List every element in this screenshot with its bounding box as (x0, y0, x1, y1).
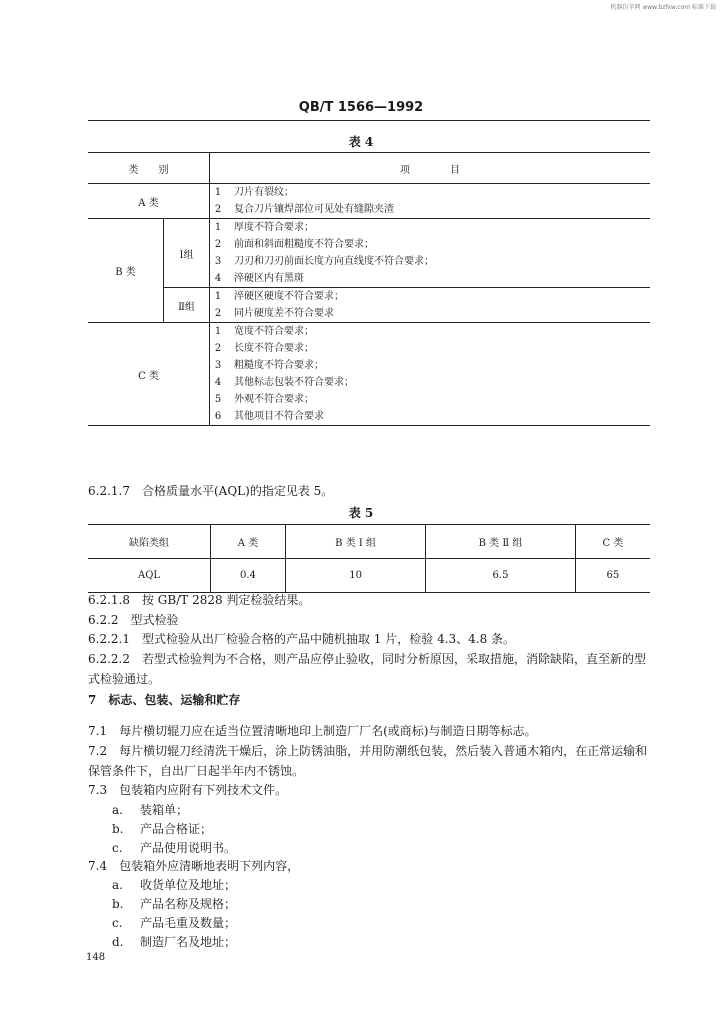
clause-7-1: 7.1 每片横切辊刀应在适当位置清晰地印上制造厂厂名(或商标)与制造日期等标志。 (88, 724, 537, 738)
clause-6-2-2-2: 6.2.2.2 若型式检验判为不合格，则产品应停止验收，同时分析原因，采取措施，消除缺陷，直至新的型式检验通过。 (88, 652, 646, 686)
table5 (88, 524, 650, 593)
list-item: c. 产品毛重及数量； (112, 916, 237, 930)
list-item: 1 宽度不符合要求； (214, 326, 314, 337)
list-item: a. 收货单位及地址； (112, 878, 237, 892)
table-row (88, 184, 650, 219)
list-item: 1 厚度不符合要求； (214, 222, 314, 233)
clause-7-3: 7.3 包装箱内应附有下列技术文件。 (88, 783, 288, 797)
table5-cell: 10 (285, 559, 425, 593)
table-row (88, 288, 650, 323)
list-item: 1 刀片有裂纹； (214, 187, 294, 198)
list-item: a. 装箱单； (112, 803, 189, 817)
list-item: 3 刀刃和刀刃前面长度方向直线度不符合要求； (214, 256, 434, 267)
table5-cell: 65 (575, 559, 650, 593)
table-row (88, 219, 650, 288)
section-7-heading: 7 标志、包装、运输和贮存 (88, 693, 241, 707)
table5-cell: 0.4 (211, 559, 286, 593)
clause-6-2-2-1: 6.2.2.1 型式检验从出厂检验合格的产品中随机抽取 1 片，检验 4.3、4.8 条。 (88, 632, 516, 646)
page-number: 148 (86, 952, 106, 963)
clause-6-2-1-7: 6.2.1.7 合格质量水平(AQL)的指定见表 5。 (88, 484, 334, 498)
table-row (88, 323, 650, 426)
table5-header: B 类 Ⅰ 组 (285, 525, 425, 559)
list-item: 5 外观不符合要求； (214, 394, 314, 405)
standard-number-header: QB/T 1566—1992 (298, 100, 424, 115)
list-item: 2 长度不符合要求； (214, 343, 314, 354)
category-c: C 类 (88, 323, 210, 426)
clause-6-2-2: 6.2.2 型式检验 (88, 613, 179, 627)
clause-7-4: 7.4 包装箱外应清晰地表明下列内容， (88, 859, 300, 873)
list-item: d. 制造厂名及地址； (112, 935, 237, 949)
list-item: b. 产品合格证； (112, 822, 213, 836)
table4-col-item: 项 目 (210, 153, 651, 184)
list-item: 2 复合刀片镶焊部位可见处有缝隙夹渣 (214, 204, 394, 215)
category-b: B 类 (88, 219, 164, 323)
table-row (88, 525, 650, 559)
list-item: 2 同片硬度差不符合要求 (214, 308, 334, 319)
list-item: 6 其他项目不符合要求 (214, 411, 324, 422)
table5-header: A 类 (211, 525, 286, 559)
list-item: c. 产品使用说明书。 (112, 841, 237, 855)
list-item: 4 淬硬区内有黑斑 (214, 273, 304, 284)
list-item: 3 粗糙度不符合要求； (214, 360, 324, 371)
watermark: 机器仿苹网 www.bzfxw.com 标准下载 (610, 4, 716, 11)
list-item: 1 淬硬区硬度不符合要求； (214, 291, 344, 302)
table4-caption: 表 4 (348, 135, 374, 149)
list-item: 2 前面和斜面粗糙度不符合要求； (214, 239, 374, 250)
header-rule (88, 120, 650, 121)
table5-caption: 表 5 (348, 506, 374, 520)
table5-cell: 6.5 (426, 559, 575, 593)
clause-7-2: 7.2 每片横切辊刀经清洗干燥后，涂上防锈油脂，并用防潮纸包装，然后装入普通木箱内，在正常运输和保管条件下，自出厂日起半年内不锈蚀。 (88, 744, 648, 778)
table-row (88, 559, 650, 593)
list-item: 4 其他标志包装不符合要求； (214, 377, 354, 388)
table5-header: C 类 (575, 525, 650, 559)
list-item: b. 产品名称及规格； (112, 897, 237, 911)
table5-header: 缺陷类组 (88, 525, 211, 559)
table4 (88, 152, 650, 426)
table5-cell: AQL (88, 559, 211, 593)
table5-header: B 类 Ⅱ 组 (426, 525, 575, 559)
category-a: A 类 (88, 184, 210, 219)
clause-6-2-1-8: 6.2.1.8 按 GB/T 2828 判定检验结果。 (88, 593, 311, 607)
category-b-group1: Ⅰ组 (164, 219, 210, 288)
table4-col-category: 类 别 (88, 153, 210, 184)
category-b-group2: Ⅱ组 (164, 288, 210, 323)
